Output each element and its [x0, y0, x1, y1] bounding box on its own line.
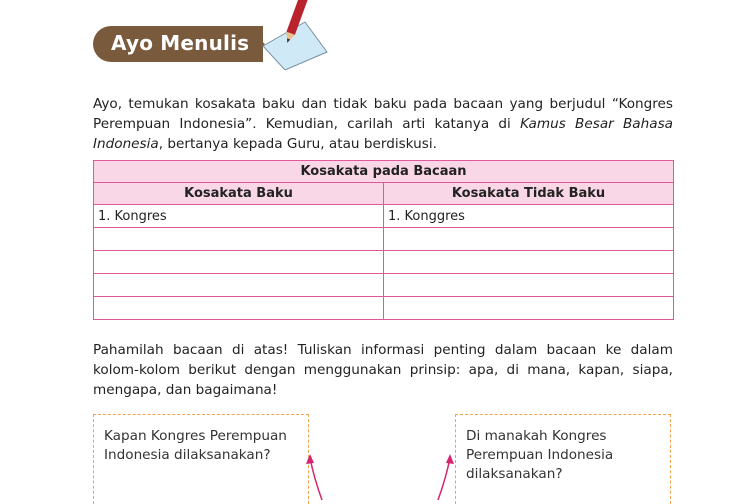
table-title: Kosakata pada Bacaan	[94, 161, 674, 183]
table-row	[94, 251, 674, 274]
table-cell[interactable]: 1. Kongres	[94, 205, 384, 228]
table-cell[interactable]	[384, 228, 674, 251]
column-header-baku: Kosakata Baku	[94, 183, 384, 205]
column-header-tidak-baku: Kosakata Tidak Baku	[384, 183, 674, 205]
table-row	[94, 297, 674, 320]
table-cell[interactable]	[94, 251, 384, 274]
table-cell[interactable]	[94, 274, 384, 297]
table-row	[94, 205, 674, 228]
table-cell[interactable]	[94, 297, 384, 320]
vocab-table	[93, 160, 674, 320]
pencil-paper-icon	[255, 0, 335, 70]
table-cell[interactable]	[94, 228, 384, 251]
table-cell[interactable]: 1. Konggres	[384, 205, 674, 228]
intro-text-1: Ayo, temukan kosakata baku dan tidak baku pada bacaan yang berjudul “Kongres Perempuan Indonesia”. Kemudian, carilah arti katanya di	[93, 96, 673, 132]
table-row	[94, 274, 674, 297]
question-where-text: Di manakah Kongres Perempuan Indonesia dilaksanakan?	[466, 428, 614, 482]
table-row	[94, 228, 674, 251]
table-cell[interactable]	[384, 251, 674, 274]
intro-italic-title: Kamus Besar Bahasa Indonesia	[93, 116, 673, 152]
banner-title: Ayo Menulis	[111, 31, 250, 55]
connector-arrows	[300, 448, 460, 500]
question-box-when[interactable]	[93, 414, 309, 504]
table-cell[interactable]	[384, 297, 674, 320]
question-when-text: Kapan Kongres Perempuan Indonesia dilaksanakan?	[104, 428, 287, 463]
table-cell[interactable]	[384, 274, 674, 297]
question-box-where[interactable]	[455, 414, 671, 504]
intro-paragraph	[93, 94, 673, 154]
instruction-paragraph: Pahamilah bacaan di atas! Tuliskan informasi penting dalam bacaan ke dalam kolom-kolom berikut dengan menggunakan prinsip: apa, di mana, kapan, siapa, mengapa, dan bagaimana!	[93, 342, 673, 398]
intro-text-2: , bertanya kepada Guru, atau berdiskusi.	[158, 136, 437, 152]
